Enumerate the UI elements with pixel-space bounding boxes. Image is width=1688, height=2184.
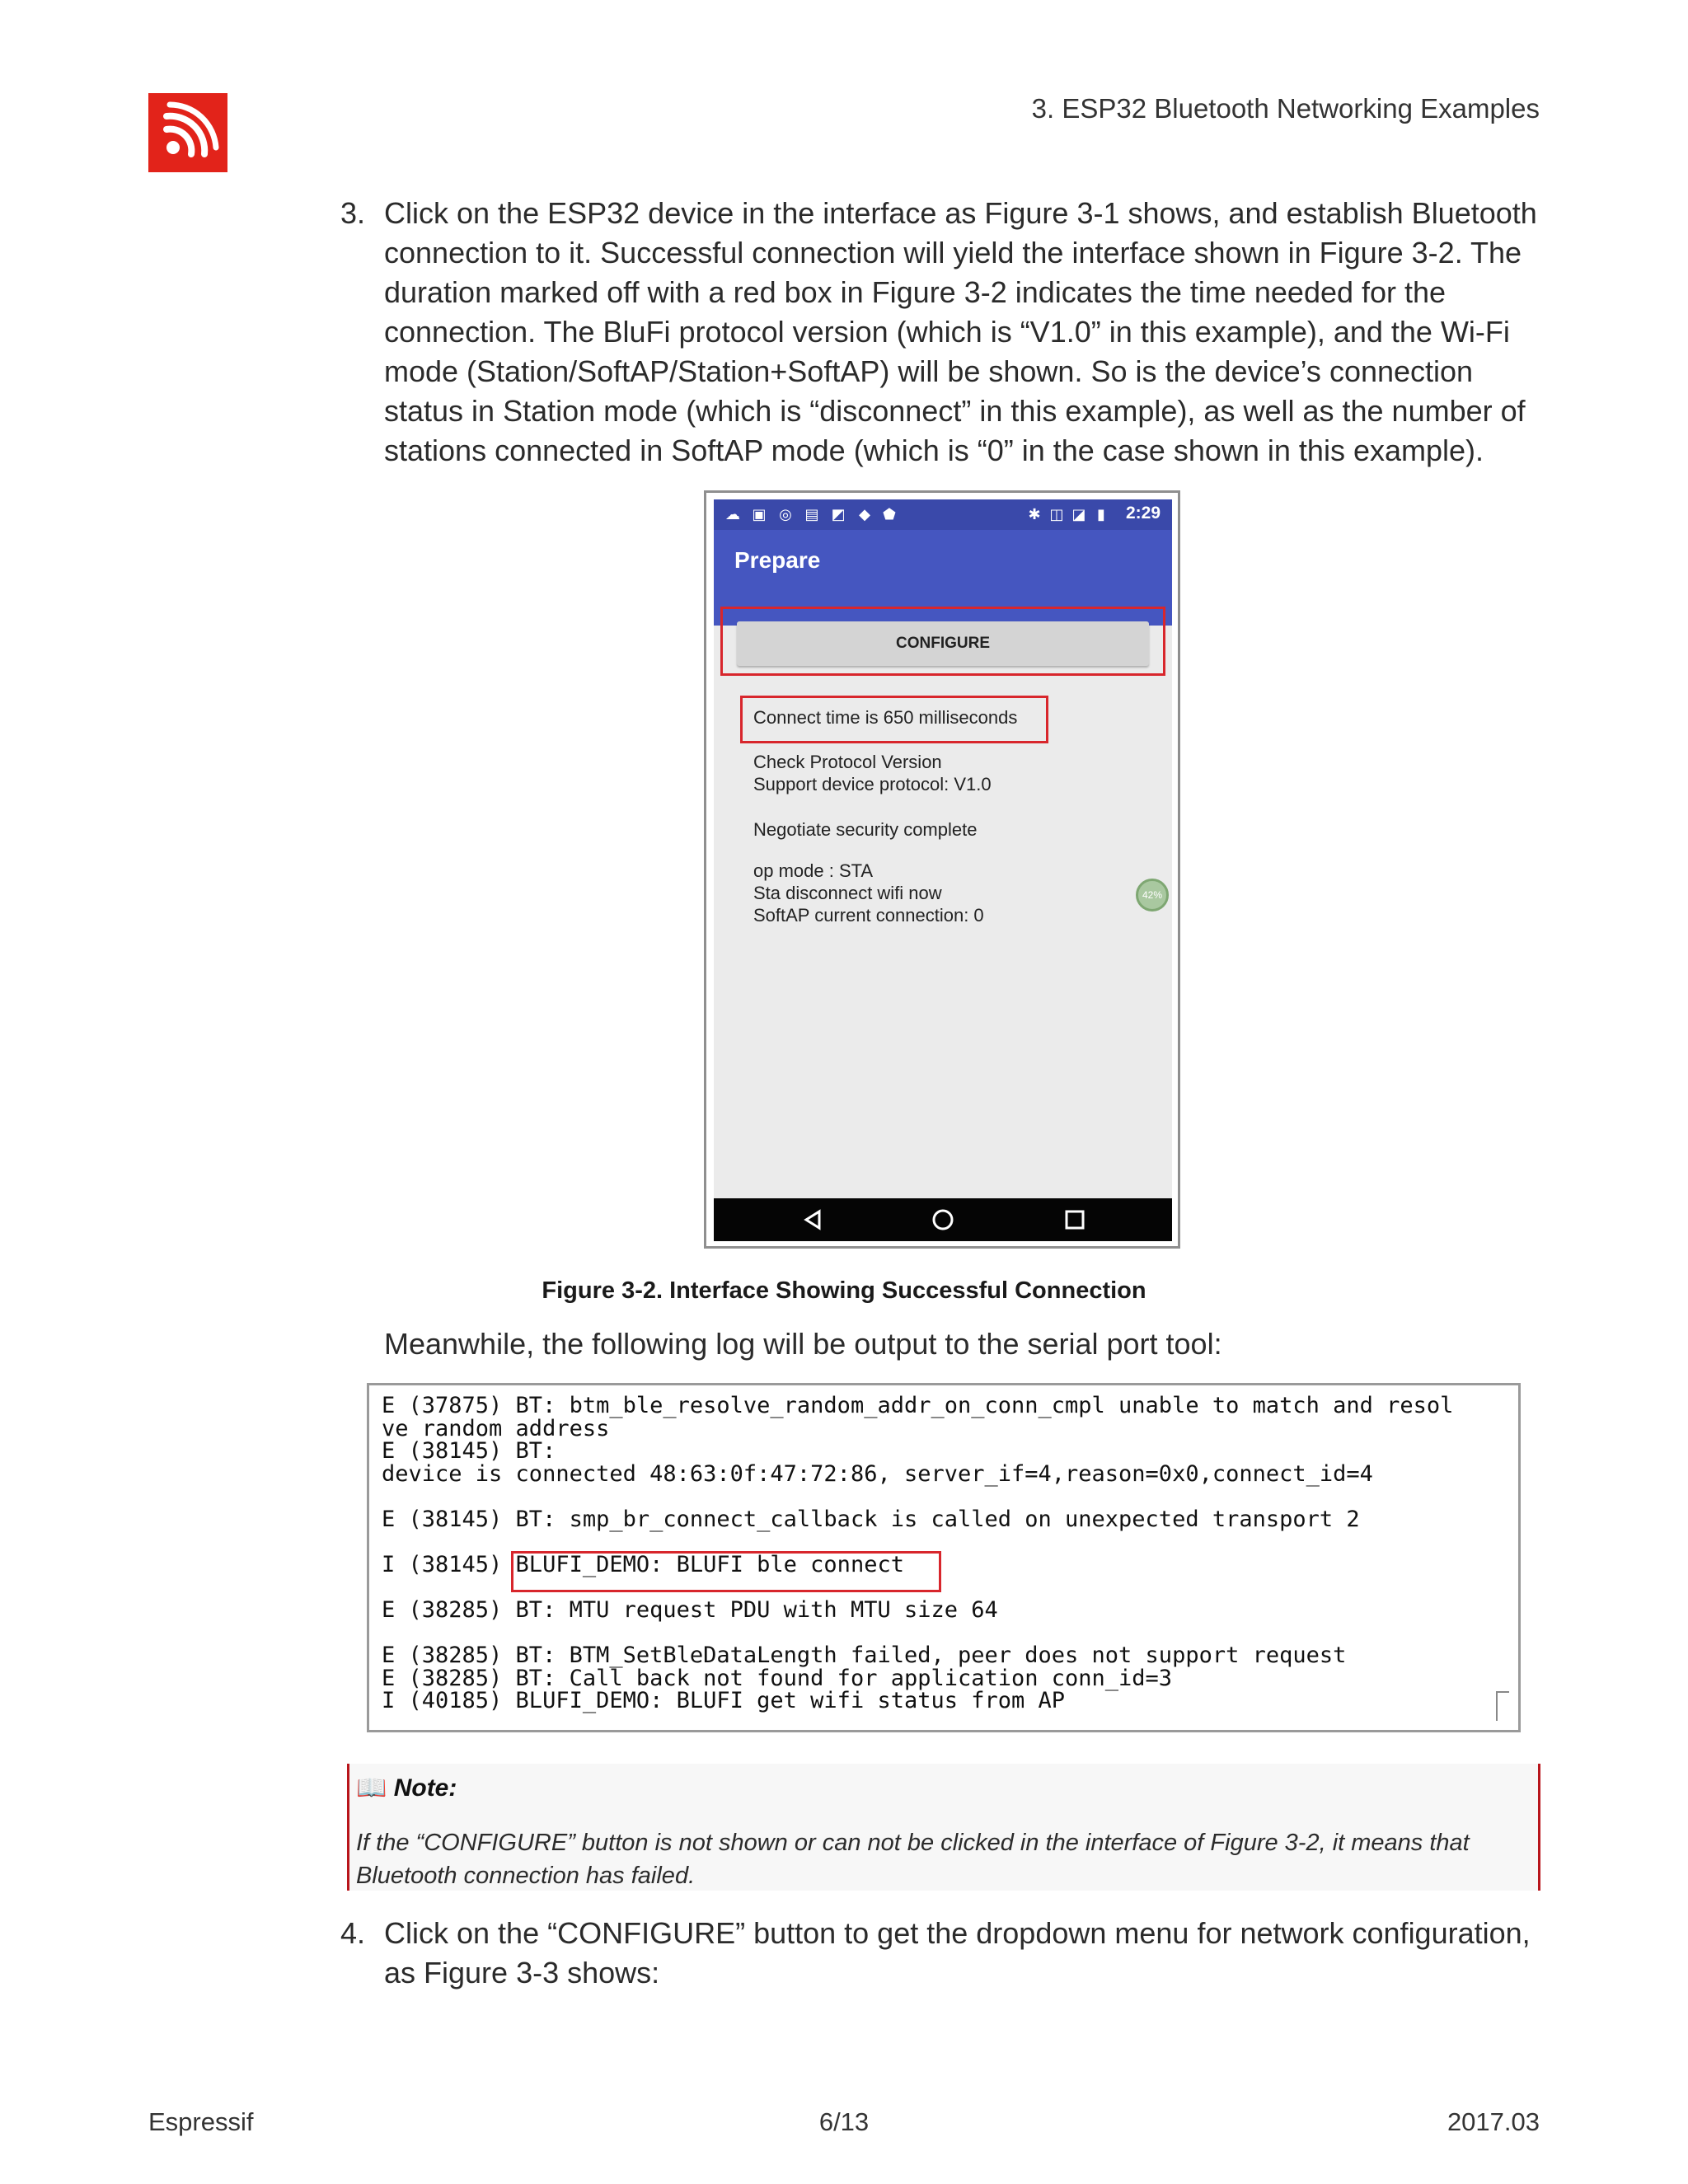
- log-line: device is connected 48:63:0f:47:72:86, server_if=4,reason=0x0,connect_id=4: [382, 1461, 1373, 1487]
- log-line: ve random address: [382, 1416, 610, 1441]
- signal-off-icon: ◩: [831, 506, 846, 523]
- status-bar: [714, 499, 1172, 530]
- footer-page-number: 6/13: [818, 2107, 870, 2136]
- step-number: 4.: [340, 1916, 366, 1950]
- connect-time-text: Connect time is 650 milliseconds: [753, 707, 1018, 728]
- battery-icon: ▮: [1097, 506, 1105, 523]
- step4-line: as Figure 3-3 shows:: [384, 1956, 660, 1990]
- espressif-logo-icon: [148, 93, 227, 172]
- vibrate-icon: ◫: [1049, 506, 1064, 523]
- step3-line: connection to it. Successful connection will yield the interface shown in Figure 3-2. The: [384, 236, 1522, 269]
- step3-line: mode (Station/SoftAP/Station+SoftAP) will be shown. So is the device’s connection: [384, 354, 1474, 388]
- step4-line: Click on the “CONFIGURE” button to get the dropdown menu for network configuration,: [384, 1916, 1531, 1950]
- back-icon[interactable]: [806, 1212, 819, 1228]
- log-line: E (37875) BT: btm_ble_resolve_random_addr_on_conn_cmpl unable to match and resol: [382, 1393, 1454, 1418]
- recents-icon[interactable]: [1067, 1212, 1083, 1228]
- meanwhile-text: Meanwhile, the following log will be output to the serial port tool:: [384, 1327, 1222, 1361]
- log-line: I (40185) BLUFI_DEMO: BLUFI get wifi status from AP: [382, 1688, 1066, 1713]
- step4-paragraph: [384, 1914, 1538, 1993]
- app-title: Prepare: [734, 547, 821, 573]
- step3-line: status in Station mode (which is “disconnect” in this example), as well as the number of: [384, 394, 1526, 428]
- shield-icon: ⬟: [883, 506, 896, 523]
- mode-line: op mode : STA: [753, 860, 874, 881]
- wifi-icon: ◆: [859, 506, 870, 523]
- log-line: E (38285) BT: Call back not found for application conn_id=3: [382, 1666, 1173, 1691]
- step3-line: Click on the ESP32 device in the interface as Figure 3-1 shows, and establish Bluetooth: [384, 196, 1537, 230]
- progress-badge[interactable]: 42%: [1136, 879, 1169, 912]
- mode-line: Sta disconnect wifi now: [753, 883, 942, 903]
- phone-screen: [714, 499, 1172, 1241]
- log-line: E (38145) BT:: [382, 1438, 556, 1464]
- navigation-bar: [714, 1198, 1172, 1241]
- step3-line: connection. The BluFi protocol version (which is “V1.0” in this example), and the Wi-Fi: [384, 315, 1510, 349]
- note-label: Note:: [393, 1774, 457, 1802]
- mode-line: SoftAP current connection: 0: [753, 905, 984, 926]
- footer-date: 2017.03: [1447, 2107, 1540, 2136]
- highlight-box: [511, 1551, 941, 1592]
- footer-company: Espressif: [148, 2107, 254, 2136]
- step3-line: stations connected in SoftAP mode (which is “0” in the case shown in this example).: [384, 434, 1484, 467]
- bluetooth-icon: ✱: [1028, 506, 1041, 523]
- section-title: 3. ESP32 Bluetooth Networking Examples: [1031, 93, 1540, 124]
- log-line: E (38285) BT: BTM_SetBleDataLength failed, peer does not support request: [382, 1643, 1347, 1668]
- note-line: Bluetooth connection has failed.: [356, 1863, 696, 1889]
- note-line: If the “CONFIGURE” button is not shown or can not be clicked in the interface of Figure 3-2, it means that: [356, 1830, 1470, 1856]
- scrollbar-corner[interactable]: [1496, 1691, 1509, 1721]
- step3-paragraph: [384, 194, 1538, 471]
- home-icon[interactable]: [934, 1211, 952, 1229]
- cloud-icon: ☁: [725, 506, 740, 523]
- image-icon: ▣: [752, 506, 767, 523]
- no-sim-icon: ◪: [1071, 506, 1086, 523]
- step-number: 3.: [340, 196, 366, 230]
- status-time: 2:29: [1125, 504, 1160, 523]
- book-icon: 📖: [356, 1774, 387, 1802]
- alarm-icon: ◎: [779, 506, 792, 523]
- gallery-icon: ▤: [804, 506, 819, 523]
- figure-caption: Figure 3-2. Interface Showing Successful Connection: [542, 1277, 1146, 1304]
- protocol-line: Check Protocol Version: [753, 752, 942, 772]
- step3-line: duration marked off with a red box in Figure 3-2 indicates the time needed for the: [384, 275, 1447, 309]
- note-title: [356, 1774, 457, 1802]
- log-line: I (38145) BLUFI_DEMO: BLUFI ble connect: [382, 1552, 904, 1577]
- log-line: E (38285) BT: MTU request PDU with MTU size 64: [382, 1597, 998, 1623]
- protocol-line: Support device protocol: V1.0: [753, 774, 992, 794]
- log-line: E (38145) BT: smp_br_connect_callback is called on unexpected transport 2: [382, 1507, 1360, 1532]
- security-line: Negotiate security complete: [753, 819, 978, 840]
- configure-button[interactable]: CONFIGURE: [737, 621, 1149, 666]
